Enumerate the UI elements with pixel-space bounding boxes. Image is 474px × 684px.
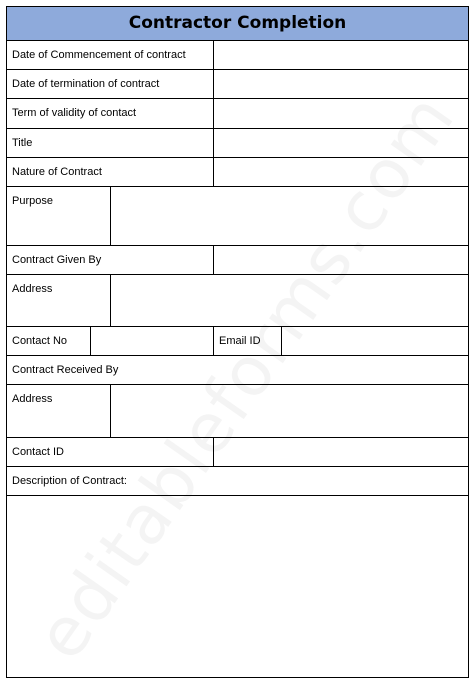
contractor-completion-form bbox=[6, 6, 469, 678]
form-title: Contractor Completion bbox=[7, 7, 469, 41]
commencement-field[interactable] bbox=[214, 41, 469, 70]
termination-label: Date of termination of contract bbox=[7, 70, 214, 99]
email-id-field[interactable] bbox=[282, 327, 469, 356]
given-by-label: Contract Given By bbox=[7, 246, 214, 275]
contact-id-label: Contact ID bbox=[7, 438, 214, 467]
contact-id-field[interactable] bbox=[214, 438, 469, 467]
row-address-1 bbox=[7, 275, 469, 327]
row-termination bbox=[7, 70, 469, 99]
row-description-label bbox=[7, 467, 469, 496]
row-given-by bbox=[7, 246, 469, 275]
nature-label: Nature of Contract bbox=[7, 158, 214, 187]
row-contact-id bbox=[7, 438, 469, 467]
purpose-label: Purpose bbox=[7, 187, 111, 246]
description-label: Description of Contract: bbox=[7, 467, 469, 496]
commencement-label: Date of Commencement of contract bbox=[7, 41, 214, 70]
row-title bbox=[7, 129, 469, 158]
row-validity bbox=[7, 99, 469, 129]
received-by-label: Contract Received By bbox=[7, 356, 469, 385]
validity-label: Term of validity of contact bbox=[7, 99, 214, 129]
address-2-label: Address bbox=[7, 385, 111, 438]
title-row bbox=[7, 7, 469, 41]
contact-no-field[interactable] bbox=[91, 327, 214, 356]
row-commencement bbox=[7, 41, 469, 70]
termination-field[interactable] bbox=[214, 70, 469, 99]
validity-field[interactable] bbox=[214, 99, 469, 129]
email-id-label: Email ID bbox=[214, 327, 282, 356]
row-received-by bbox=[7, 356, 469, 385]
title-field[interactable] bbox=[214, 129, 469, 158]
title-label: Title bbox=[7, 129, 214, 158]
row-contact bbox=[7, 327, 469, 356]
description-field[interactable] bbox=[7, 496, 469, 678]
purpose-field[interactable] bbox=[111, 187, 469, 246]
row-purpose bbox=[7, 187, 469, 246]
given-by-field[interactable] bbox=[214, 246, 469, 275]
row-address-2 bbox=[7, 385, 469, 438]
row-nature bbox=[7, 158, 469, 187]
address-2-field[interactable] bbox=[111, 385, 469, 438]
contact-no-label: Contact No bbox=[7, 327, 91, 356]
address-1-field[interactable] bbox=[111, 275, 469, 327]
row-description-field bbox=[7, 496, 469, 678]
nature-field[interactable] bbox=[214, 158, 469, 187]
address-1-label: Address bbox=[7, 275, 111, 327]
